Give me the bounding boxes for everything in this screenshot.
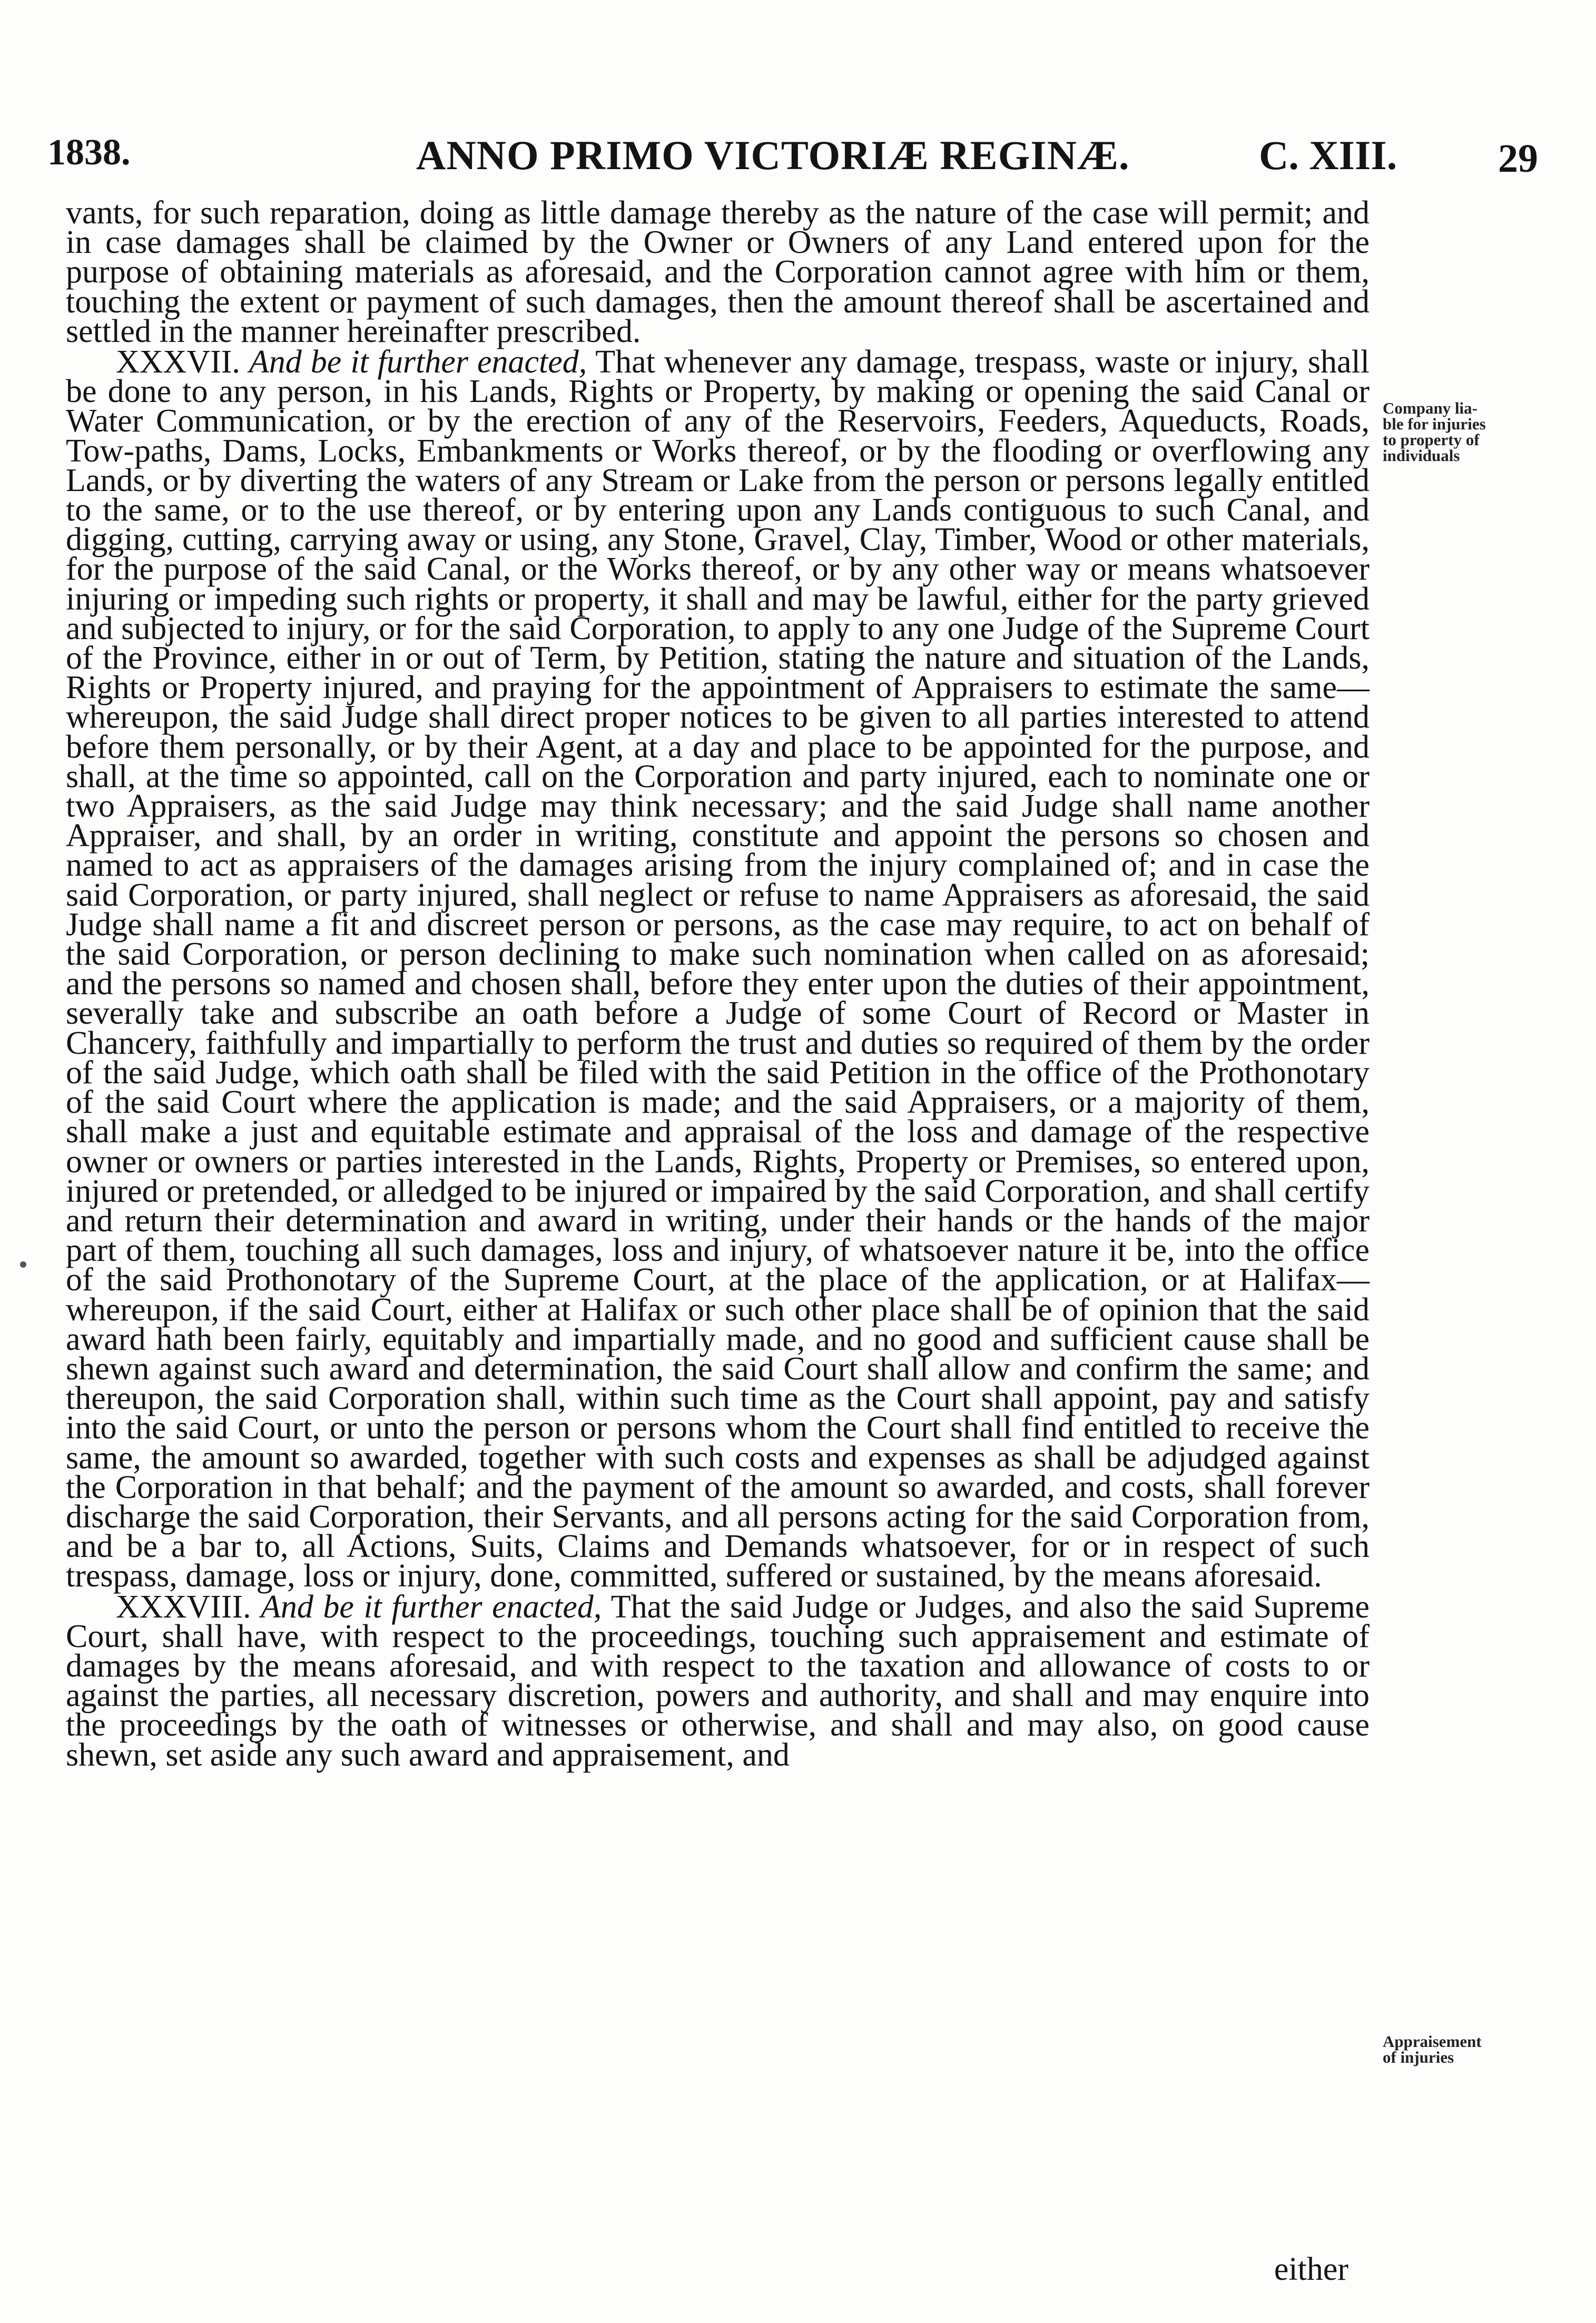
margin-note-company-liability: [1383, 400, 1541, 464]
paragraph-text: That whenever any damage, trespass, waste or injury, shall be done to any person, in his Lands, Rights or Property, by making or opening the said Canal or Water Communication, or by the erection of any of the Reservoirs, Feeders, Aqueducts, Roads, Tow-paths, Dams, Locks, Embankments or Works thereof, or by the flooding or overflowing any Lands, or by diverting the waters of any Stream or Lake from the person or persons legally entitled to the same, or to the use thereof, or by entering upon any Lands contiguous to such Canal, and digging, cutting, carrying away or using, any Stone, Gravel, Clay, Timber, Wood or other materials, for the purpose of the said Canal, or the Works thereof, or by any other way or means whatsoever injuring or impeding such rights or property, it shall and may be lawful, either for the party grieved and subjected to injury, or for the said Corporation, to apply to any one Judge of the Supreme Court of the Province, either in or out of Term, by Petition, stating the nature and situation of the Lands, Rights or Property injured, and praying for the appointment of Appraisers to estimate the same—whereupon, the said Judge shall direct proper notices to be given to all parties interested to attend before them personally, or by their Agent, at a day and place to be appointed for the purpose, and shall, at the time so appointed, call on the Corporation and party injured, each to nominate one or two Appraisers, as the said Judge may think necessary; and the said Judge shall name another Appraiser, and shall, by an order in writing, constitute and appoint the persons so chosen and named to act as appraisers of the damages arising from the injury complained of; and in case the said Corporation, or party injured, shall neglect or refuse to name Appraisers as aforesaid, the said Judge shall name a fit and discreet person or persons, as the case may require, to act on behalf of the said Corporation, or person declining to make such nomination when called on as aforesaid; and the persons so named and chosen shall, before they enter upon the duties of their appointment, severally take and subscribe an oath before a Judge of some Court of Record or Master in Chancery, faithfully and impartially to perform the trust and duties so required of them by the order of the said Judge, which oath shall be filed with the said Petition in the office of the Prothonotary of the said Court where the application is made; and the said Appraisers, or a majority of them, shall make a just and equitable estimate and appraisal of the loss and damage of the respective owner or owners or parties interested in the Lands, Rights, Property or Premises, so entered upon, injured or pretended, or alledged to be injured or impaired by the said Corporation, and shall certify and return their determination and award in writing, under their hands or the hands of the major part of them, touching all such damages, loss and injury, of whatsoever nature it be, into the office of the said Prothonotary of the Supreme Court, at the place of the application, or at Halifax—whereupon, if the said Court, either at Halifax or such other place shall be of opinion that the said award hath been fairly, equitably and impartially made, and no good and sufficient cause shall be shewn against such award and determination, the said Court shall allow and confirm the same; and thereupon, the said Corporation shall, within such time as the Court shall appoint, pay and satisfy into the said Court, or unto the person or persons whom the Court shall find entitled to receive the same, the amount so awarded, together with such costs and expenses as shall be adjudged against the Corporation in that behalf; and the payment of the amount so awarded, and costs, shall forever discharge the said Corporation, their Servants, and all persons acting for the said Corporation from, and be a bar to, all Actions, Suits, Claims and Demands whatsoever, for or in respect of such trespass, damage, loss or injury, done, committed, suffered or sustained, by the means aforesaid.: [66, 344, 1370, 1594]
enacting-clause: And be it further enacted,: [261, 1589, 602, 1625]
header-year: 1838.: [47, 132, 131, 173]
section-number: XXXVII.: [116, 344, 240, 380]
margin-note-line: ble for injuries: [1383, 415, 1486, 433]
section-number: XXXVIII.: [116, 1589, 251, 1625]
margin-note-line: Appraisement: [1383, 2032, 1482, 2051]
header-chapter: C. XIII.: [1259, 132, 1397, 178]
enacting-clause: And be it further enacted,: [249, 344, 587, 380]
paragraph-text: vants, for such reparation, doing as little damage thereby as the nature of the case will permit; and in case damages shall be claimed by the Owner or Owners of any Land entered upon for the purpose of obtaining materials as aforesaid, and the Corporation cannot agree with him or them, touching the extent or payment of such damages, then the amount thereof shall be ascertained and settled in the manner hereinafter prescribed.: [66, 195, 1370, 349]
header-title: ANNO PRIMO VICTORIÆ REGINÆ.: [416, 132, 1130, 178]
margin-note-line: of injuries: [1383, 2048, 1454, 2066]
running-header: [47, 132, 1538, 190]
print-speck: [20, 1261, 26, 1268]
body-text: [66, 195, 1370, 1773]
paragraph-text: That the said Judge or Judges, and also the said Supreme Court, shall have, with respect to the proceedings, touching such appraisement and estimate of damages by the means aforesaid, and with respect to the taxation and allowance of costs to or against the parties, all necessary discretion, powers and authority, and shall and may enquire into the proceedings by the oath of witnesses or otherwise, and shall and may also, on good cause shewn, set aside any such award and appraisement, and: [66, 1589, 1370, 1773]
catch-word: either: [1274, 2251, 1348, 2287]
margin-note-line: Company lia-: [1383, 399, 1477, 417]
page-number: 29: [1498, 136, 1538, 181]
margin-note-appraisement: [1383, 2034, 1541, 2065]
paragraph-continuation: [66, 195, 1370, 349]
section-xxxviii: [66, 1589, 1370, 1773]
margin-note-line: individuals: [1383, 446, 1460, 465]
section-xxxvii: [66, 344, 1370, 1594]
margin-note-line: to property of: [1383, 430, 1480, 449]
